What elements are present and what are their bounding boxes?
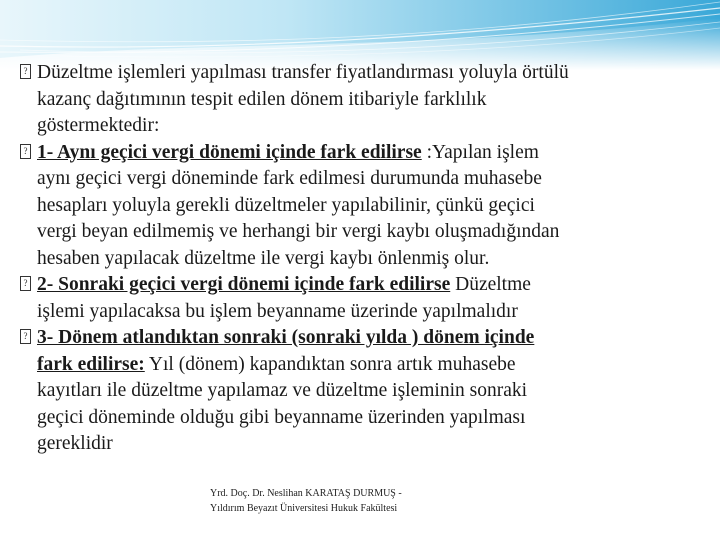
footer-institution: Yıldırım Beyazıt Üniversitesi Hukuk Fakültesi: [210, 503, 398, 514]
item-heading: 2- Sonraki geçici vergi dönemi içinde fark edilirse: [37, 274, 451, 295]
paragraph-line: kazanç dağıtımının tespit edilen dönem itibariyle farklılık: [37, 88, 487, 110]
bullet-icon: ?: [20, 329, 31, 344]
paragraph-item-3: [20, 325, 700, 458]
bullet-icon: ?: [20, 276, 31, 291]
paragraph-line: geçici döneminde olduğu gibi beyanname üzerinden yapılması: [37, 406, 526, 428]
item-heading: 1- Aynı geçici vergi dönemi içinde fark edilirse: [37, 141, 422, 163]
slide-body: [20, 60, 700, 458]
paragraph-line: Düzeltme işlemleri yapılması transfer fiyatlandırması yoluyla örtülü: [37, 62, 569, 83]
paragraph-line: işlemi yapılacaksa bu işlem beyanname üzerinde yapılmalıdır: [37, 300, 518, 322]
paragraph-line: aynı geçici vergi döneminde fark edilmesi durumunda muhasebe: [37, 168, 542, 189]
paragraph-line: :Yapılan işlem: [421, 141, 539, 163]
bullet-icon: ?: [20, 144, 31, 159]
paragraph-line: kayıtları ile düzeltme yapılamaz ve düzeltme işleminin sonraki: [37, 380, 528, 401]
paragraph-line: gereklidir: [37, 433, 113, 454]
paragraph-line: göstermektedir:: [37, 115, 160, 136]
paragraph-line: vergi beyan edilmemiş ve herhangi bir vergi kaybı oluşmadığından: [37, 221, 560, 242]
paragraph-item-2: [20, 272, 700, 325]
paragraph-intro: [20, 60, 700, 140]
paragraph-line: Düzeltme: [450, 274, 531, 295]
paragraph-item-1: [20, 140, 700, 273]
footer-author: Yrd. Doç. Dr. Neslihan KARATAŞ DURMUŞ -: [210, 488, 402, 499]
paragraph-line: hesapları yoluyla gerekli düzeltmeler yapılabilinir, çünkü geçici: [37, 194, 535, 216]
item-heading: 3- Dönem atlandıktan sonraki (sonraki yılda ) dönem içinde: [37, 327, 535, 348]
slide-footer: [210, 486, 510, 516]
paragraph-line: Yıl (dönem) kapandıktan sonra artık muhasebe: [144, 353, 516, 375]
bullet-icon: ?: [20, 64, 31, 79]
item-heading-continued: fark edilirse:: [37, 353, 145, 375]
paragraph-line: hesaben yapılacak düzeltme ile vergi kaybı önlenmiş olur.: [37, 247, 490, 269]
